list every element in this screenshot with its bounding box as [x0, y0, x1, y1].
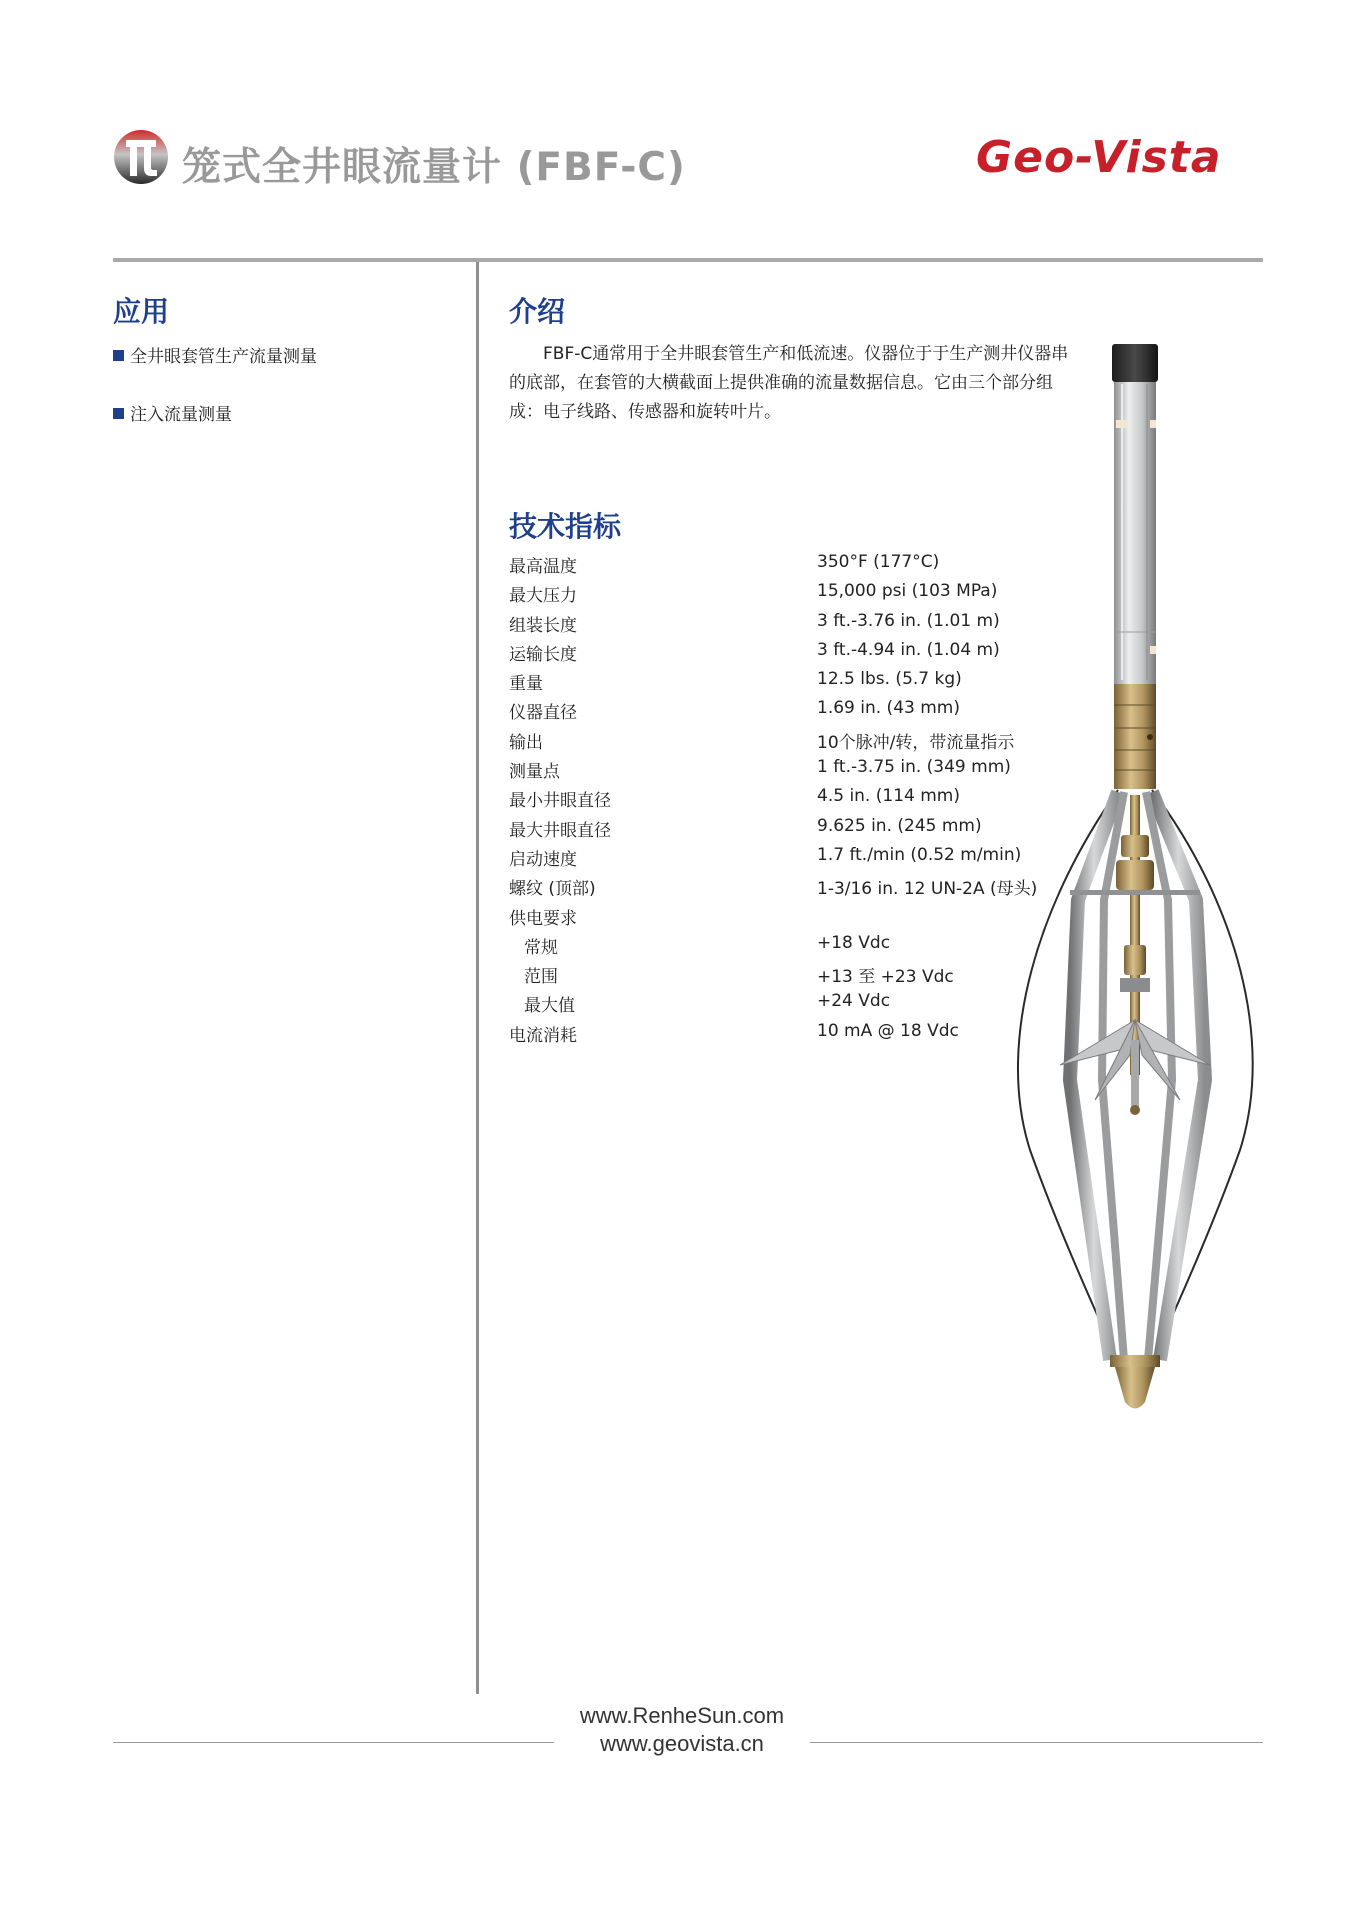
- spec-value: +24 Vdc: [817, 991, 891, 1012]
- spec-label: 常规: [524, 937, 558, 958]
- flowmeter-tool-image: [1000, 340, 1270, 1420]
- application-item-label: 全井眼套管生产流量测量: [130, 347, 317, 367]
- application-item-label: 注入流量测量: [130, 405, 232, 425]
- spec-value: +13 至 +23 Vdc: [817, 967, 954, 988]
- spec-value: +18 Vdc: [817, 932, 891, 953]
- spec-value: 1-3/16 in. 12 UN-2A (母头): [817, 879, 1038, 900]
- spec-value: 1 ft.-3.75 in. (349 mm): [817, 757, 1011, 778]
- introduction-text-block: [509, 340, 1069, 427]
- application-item: [113, 400, 232, 425]
- spec-label: 最大井眼直径: [509, 820, 611, 841]
- spec-label: 仪器直径: [509, 703, 577, 724]
- spec-value: 4.5 in. (114 mm): [817, 786, 960, 807]
- spec-label: 最小井眼直径: [509, 791, 611, 812]
- applications-heading: 应用: [113, 295, 170, 328]
- spec-label: 最高温度: [509, 557, 577, 577]
- spec-label: 最大值: [524, 996, 575, 1017]
- spec-value: 9.625 in. (245 mm): [817, 815, 982, 836]
- document-title: 笼式全井眼流量计 (FBF-C): [182, 145, 686, 190]
- spec-label: 螺纹 (顶部): [509, 879, 596, 900]
- spec-value: 12.5 lbs. (5.7 kg): [817, 669, 962, 690]
- footer-url-renhesun[interactable]: www.RenheSun.com: [579, 1703, 785, 1728]
- company-logo-icon: [113, 128, 169, 186]
- footer-url-geovista[interactable]: www.geovista.cn: [600, 1731, 764, 1756]
- column-divider: [476, 262, 479, 1694]
- bullet-square-icon: [113, 408, 124, 419]
- brand-logo-text: Geo-Vista: [976, 132, 1222, 183]
- spec-label: 最大压力: [509, 586, 577, 607]
- spec-label: 启动速度: [509, 849, 577, 870]
- spec-value: 3 ft.-4.94 in. (1.04 m): [817, 639, 1000, 660]
- spec-label: 组装长度: [509, 615, 577, 636]
- spec-label: 重量: [509, 674, 543, 695]
- spec-label: 电流消耗: [509, 1025, 577, 1046]
- spec-value: 350°F (177°C): [817, 552, 940, 572]
- specifications-heading: 技术指标: [509, 510, 622, 543]
- spec-value: 3 ft.-3.76 in. (1.01 m): [817, 610, 1000, 631]
- spec-label: 供电要求: [509, 908, 577, 929]
- spec-label: 范围: [524, 967, 558, 988]
- spec-label: 测量点: [509, 762, 560, 783]
- spec-value: 10 mA @ 18 Vdc: [817, 1020, 959, 1041]
- spec-value: 10个脉冲/转，带流量指示: [817, 732, 1015, 753]
- application-item: [113, 342, 317, 367]
- introduction-paragraph: FBF-C通常用于全井眼套管生产和低流速。仪器位于于生产测井仪器串的底部，在套管的大横截面上提供准确的流量数据信息。它由三个部分组成：电子线路、传感器和旋转叶片。: [509, 344, 1069, 422]
- introduction-heading: 介绍: [509, 295, 566, 328]
- spec-value: 1.7 ft./min (0.52 m/min): [817, 844, 1022, 865]
- spec-value: 15,000 psi (103 MPa): [817, 581, 998, 602]
- bullet-square-icon: [113, 350, 124, 361]
- spec-value: 1.69 in. (43 mm): [817, 698, 960, 719]
- spec-label: 运输长度: [509, 644, 577, 665]
- spec-label: 输出: [509, 732, 543, 753]
- header-divider: [113, 258, 1263, 262]
